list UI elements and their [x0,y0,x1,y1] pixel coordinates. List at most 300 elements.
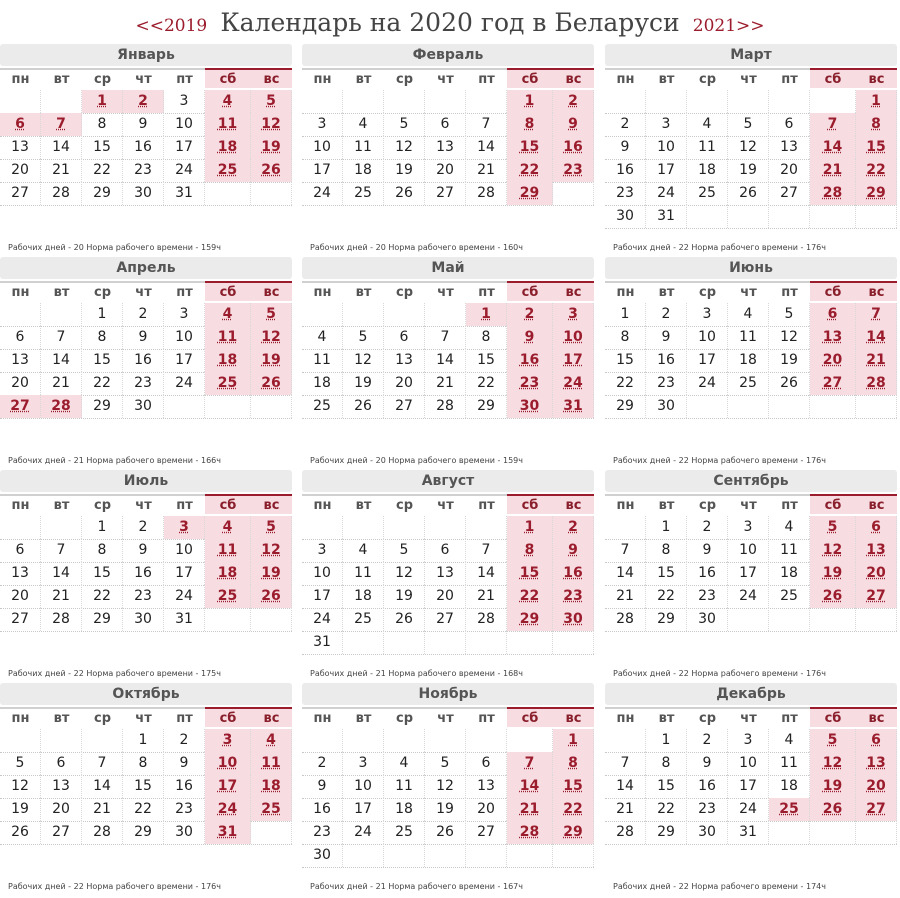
day-cell[interactable] [646,585,687,608]
day-cell[interactable] [302,775,343,798]
day-cell[interactable] [856,752,897,775]
day-cell[interactable] [41,159,82,182]
day-cell[interactable] [507,326,553,349]
day-cell[interactable] [769,303,810,326]
day-cell[interactable] [384,113,425,136]
day-cell[interactable] [251,798,292,821]
day-cell[interactable] [123,775,164,798]
day-cell[interactable] [728,752,769,775]
day-cell[interactable] [605,136,646,159]
day-cell[interactable] [507,136,553,159]
day-cell[interactable] [769,752,810,775]
day-cell[interactable] [0,608,41,631]
day-cell[interactable] [251,585,292,608]
day-cell[interactable] [251,539,292,562]
day-cell[interactable] [302,113,343,136]
day-cell[interactable] [302,798,343,821]
day-cell[interactable] [164,326,205,349]
day-cell[interactable] [205,585,251,608]
day-cell[interactable] [425,798,466,821]
day-cell[interactable] [41,775,82,798]
day-cell[interactable] [164,562,205,585]
day-cell[interactable] [82,182,123,205]
day-cell[interactable] [164,775,205,798]
day-cell[interactable] [605,539,646,562]
day-cell[interactable] [41,752,82,775]
day-cell[interactable] [687,729,728,752]
day-cell[interactable] [810,182,856,205]
day-cell[interactable] [856,516,897,539]
day-cell[interactable] [728,729,769,752]
day-cell[interactable] [164,182,205,205]
day-cell[interactable] [0,326,41,349]
day-cell[interactable] [302,372,343,395]
day-cell[interactable] [123,752,164,775]
day-cell[interactable] [82,775,123,798]
day-cell[interactable] [164,90,205,113]
day-cell[interactable] [810,372,856,395]
day-cell[interactable] [769,159,810,182]
day-cell[interactable] [205,159,251,182]
day-cell[interactable] [553,372,594,395]
day-cell[interactable] [302,539,343,562]
day-cell[interactable] [82,159,123,182]
day-cell[interactable] [123,159,164,182]
day-cell[interactable] [0,752,41,775]
day-cell[interactable] [205,349,251,372]
day-cell[interactable] [687,539,728,562]
day-cell[interactable] [646,205,687,228]
day-cell[interactable] [769,372,810,395]
day-cell[interactable] [553,821,594,844]
day-cell[interactable] [507,303,553,326]
day-cell[interactable] [82,90,123,113]
day-cell[interactable] [41,182,82,205]
day-cell[interactable] [605,113,646,136]
day-cell[interactable] [605,821,646,844]
day-cell[interactable] [0,798,41,821]
day-cell[interactable] [553,562,594,585]
day-cell[interactable] [164,608,205,631]
day-cell[interactable] [810,775,856,798]
day-cell[interactable] [605,159,646,182]
day-cell[interactable] [646,136,687,159]
day-cell[interactable] [384,608,425,631]
day-cell[interactable] [728,136,769,159]
day-cell[interactable] [507,775,553,798]
day-cell[interactable] [466,752,507,775]
day-cell[interactable] [466,303,507,326]
day-cell[interactable] [251,303,292,326]
day-cell[interactable] [343,585,384,608]
day-cell[interactable] [553,159,594,182]
day-cell[interactable] [646,608,687,631]
day-cell[interactable] [0,395,41,418]
day-cell[interactable] [466,539,507,562]
day-cell[interactable] [728,798,769,821]
day-cell[interactable] [646,775,687,798]
day-cell[interactable] [687,372,728,395]
day-cell[interactable] [810,136,856,159]
day-cell[interactable] [0,349,41,372]
day-cell[interactable] [687,349,728,372]
day-cell[interactable] [82,349,123,372]
day-cell[interactable] [728,303,769,326]
day-cell[interactable] [856,303,897,326]
day-cell[interactable] [0,159,41,182]
day-cell[interactable] [466,136,507,159]
day-cell[interactable] [553,516,594,539]
day-cell[interactable] [856,349,897,372]
day-cell[interactable] [384,395,425,418]
day-cell[interactable] [810,303,856,326]
day-cell[interactable] [646,539,687,562]
day-cell[interactable] [123,516,164,539]
day-cell[interactable] [769,798,810,821]
day-cell[interactable] [384,349,425,372]
day-cell[interactable] [425,539,466,562]
day-cell[interactable] [0,821,41,844]
day-cell[interactable] [687,113,728,136]
day-cell[interactable] [507,562,553,585]
day-cell[interactable] [205,775,251,798]
day-cell[interactable] [82,798,123,821]
day-cell[interactable] [251,775,292,798]
day-cell[interactable] [82,372,123,395]
day-cell[interactable] [646,752,687,775]
day-cell[interactable] [687,752,728,775]
day-cell[interactable] [507,608,553,631]
day-cell[interactable] [507,349,553,372]
day-cell[interactable] [687,821,728,844]
day-cell[interactable] [856,729,897,752]
day-cell[interactable] [856,372,897,395]
day-cell[interactable] [205,90,251,113]
day-cell[interactable] [856,585,897,608]
day-cell[interactable] [302,821,343,844]
day-cell[interactable] [553,752,594,775]
day-cell[interactable] [466,113,507,136]
day-cell[interactable] [646,372,687,395]
day-cell[interactable] [605,775,646,798]
day-cell[interactable] [769,585,810,608]
day-cell[interactable] [687,182,728,205]
day-cell[interactable] [769,326,810,349]
day-cell[interactable] [687,516,728,539]
day-cell[interactable] [41,395,82,418]
day-cell[interactable] [646,562,687,585]
day-cell[interactable] [769,562,810,585]
day-cell[interactable] [123,349,164,372]
day-cell[interactable] [82,136,123,159]
day-cell[interactable] [41,113,82,136]
day-cell[interactable] [343,136,384,159]
day-cell[interactable] [605,608,646,631]
day-cell[interactable] [164,159,205,182]
day-cell[interactable] [251,516,292,539]
day-cell[interactable] [302,349,343,372]
day-cell[interactable] [205,752,251,775]
day-cell[interactable] [205,821,251,844]
day-cell[interactable] [41,539,82,562]
day-cell[interactable] [466,775,507,798]
day-cell[interactable] [856,326,897,349]
day-cell[interactable] [810,516,856,539]
day-cell[interactable] [810,729,856,752]
day-cell[interactable] [205,539,251,562]
day-cell[interactable] [82,395,123,418]
day-cell[interactable] [553,585,594,608]
day-cell[interactable] [343,798,384,821]
day-cell[interactable] [384,539,425,562]
day-cell[interactable] [466,821,507,844]
day-cell[interactable] [605,372,646,395]
day-cell[interactable] [384,182,425,205]
day-cell[interactable] [646,326,687,349]
day-cell[interactable] [728,562,769,585]
day-cell[interactable] [302,608,343,631]
day-cell[interactable] [507,821,553,844]
day-cell[interactable] [302,136,343,159]
day-cell[interactable] [41,326,82,349]
day-cell[interactable] [343,159,384,182]
day-cell[interactable] [605,752,646,775]
day-cell[interactable] [856,159,897,182]
day-cell[interactable] [302,752,343,775]
day-cell[interactable] [205,798,251,821]
day-cell[interactable] [0,113,41,136]
day-cell[interactable] [728,113,769,136]
day-cell[interactable] [687,159,728,182]
day-cell[interactable] [384,821,425,844]
day-cell[interactable] [553,798,594,821]
day-cell[interactable] [810,562,856,585]
day-cell[interactable] [82,821,123,844]
day-cell[interactable] [123,821,164,844]
day-cell[interactable] [605,349,646,372]
day-cell[interactable] [343,349,384,372]
day-cell[interactable] [205,113,251,136]
day-cell[interactable] [728,775,769,798]
day-cell[interactable] [41,349,82,372]
day-cell[interactable] [123,395,164,418]
day-cell[interactable] [810,326,856,349]
day-cell[interactable] [251,159,292,182]
day-cell[interactable] [82,585,123,608]
day-cell[interactable] [769,349,810,372]
day-cell[interactable] [41,136,82,159]
day-cell[interactable] [0,562,41,585]
day-cell[interactable] [553,608,594,631]
day-cell[interactable] [646,113,687,136]
day-cell[interactable] [856,775,897,798]
day-cell[interactable] [343,539,384,562]
day-cell[interactable] [605,562,646,585]
day-cell[interactable] [41,608,82,631]
day-cell[interactable] [0,372,41,395]
day-cell[interactable] [605,585,646,608]
day-cell[interactable] [553,303,594,326]
day-cell[interactable] [769,182,810,205]
day-cell[interactable] [82,608,123,631]
day-cell[interactable] [205,326,251,349]
day-cell[interactable] [384,136,425,159]
day-cell[interactable] [769,539,810,562]
day-cell[interactable] [251,349,292,372]
day-cell[interactable] [646,182,687,205]
day-cell[interactable] [343,372,384,395]
day-cell[interactable] [507,585,553,608]
day-cell[interactable] [687,136,728,159]
day-cell[interactable] [82,752,123,775]
day-cell[interactable] [507,372,553,395]
day-cell[interactable] [466,608,507,631]
day-cell[interactable] [728,326,769,349]
day-cell[interactable] [507,113,553,136]
day-cell[interactable] [687,562,728,585]
day-cell[interactable] [123,303,164,326]
day-cell[interactable] [302,562,343,585]
day-cell[interactable] [810,349,856,372]
day-cell[interactable] [343,752,384,775]
day-cell[interactable] [384,798,425,821]
day-cell[interactable] [507,539,553,562]
day-cell[interactable] [425,585,466,608]
day-cell[interactable] [251,136,292,159]
day-cell[interactable] [302,631,343,654]
day-cell[interactable] [0,585,41,608]
day-cell[interactable] [302,395,343,418]
day-cell[interactable] [425,136,466,159]
day-cell[interactable] [646,395,687,418]
day-cell[interactable] [41,372,82,395]
day-cell[interactable] [123,136,164,159]
day-cell[interactable] [123,326,164,349]
day-cell[interactable] [466,798,507,821]
day-cell[interactable] [251,113,292,136]
day-cell[interactable] [123,539,164,562]
day-cell[interactable] [0,539,41,562]
day-cell[interactable] [553,539,594,562]
day-cell[interactable] [425,182,466,205]
day-cell[interactable] [164,516,205,539]
day-cell[interactable] [0,136,41,159]
day-cell[interactable] [82,303,123,326]
day-cell[interactable] [605,326,646,349]
day-cell[interactable] [123,729,164,752]
day-cell[interactable] [384,585,425,608]
day-cell[interactable] [553,326,594,349]
day-cell[interactable] [251,562,292,585]
next-year-link[interactable]: 2021>> [692,16,765,36]
day-cell[interactable] [466,585,507,608]
day-cell[interactable] [810,539,856,562]
day-cell[interactable] [646,821,687,844]
day-cell[interactable] [769,516,810,539]
day-cell[interactable] [425,562,466,585]
day-cell[interactable] [605,303,646,326]
day-cell[interactable] [466,159,507,182]
day-cell[interactable] [343,562,384,585]
day-cell[interactable] [605,205,646,228]
day-cell[interactable] [646,798,687,821]
day-cell[interactable] [553,113,594,136]
day-cell[interactable] [466,372,507,395]
day-cell[interactable] [41,798,82,821]
day-cell[interactable] [810,159,856,182]
day-cell[interactable] [302,182,343,205]
day-cell[interactable] [343,182,384,205]
day-cell[interactable] [856,798,897,821]
day-cell[interactable] [856,182,897,205]
day-cell[interactable] [769,775,810,798]
day-cell[interactable] [123,182,164,205]
day-cell[interactable] [646,159,687,182]
day-cell[interactable] [728,539,769,562]
day-cell[interactable] [425,113,466,136]
day-cell[interactable] [553,395,594,418]
day-cell[interactable] [728,372,769,395]
day-cell[interactable] [123,113,164,136]
day-cell[interactable] [646,349,687,372]
day-cell[interactable] [466,182,507,205]
day-cell[interactable] [810,752,856,775]
day-cell[interactable] [164,585,205,608]
day-cell[interactable] [251,372,292,395]
day-cell[interactable] [343,608,384,631]
day-cell[interactable] [384,562,425,585]
day-cell[interactable] [205,729,251,752]
day-cell[interactable] [302,326,343,349]
day-cell[interactable] [205,562,251,585]
day-cell[interactable] [123,562,164,585]
day-cell[interactable] [646,729,687,752]
day-cell[interactable] [466,562,507,585]
day-cell[interactable] [425,821,466,844]
day-cell[interactable] [856,113,897,136]
day-cell[interactable] [164,113,205,136]
day-cell[interactable] [425,752,466,775]
day-cell[interactable] [466,326,507,349]
day-cell[interactable] [507,159,553,182]
day-cell[interactable] [164,372,205,395]
day-cell[interactable] [205,303,251,326]
day-cell[interactable] [164,729,205,752]
day-cell[interactable] [82,562,123,585]
day-cell[interactable] [123,585,164,608]
day-cell[interactable] [425,372,466,395]
day-cell[interactable] [728,182,769,205]
day-cell[interactable] [123,798,164,821]
day-cell[interactable] [466,349,507,372]
day-cell[interactable] [343,113,384,136]
day-cell[interactable] [507,798,553,821]
day-cell[interactable] [646,516,687,539]
day-cell[interactable] [728,349,769,372]
day-cell[interactable] [251,326,292,349]
day-cell[interactable] [856,136,897,159]
day-cell[interactable] [425,608,466,631]
day-cell[interactable] [164,303,205,326]
day-cell[interactable] [425,159,466,182]
day-cell[interactable] [41,562,82,585]
day-cell[interactable] [164,798,205,821]
day-cell[interactable] [164,136,205,159]
day-cell[interactable] [384,775,425,798]
day-cell[interactable] [0,182,41,205]
day-cell[interactable] [507,90,553,113]
day-cell[interactable] [466,395,507,418]
